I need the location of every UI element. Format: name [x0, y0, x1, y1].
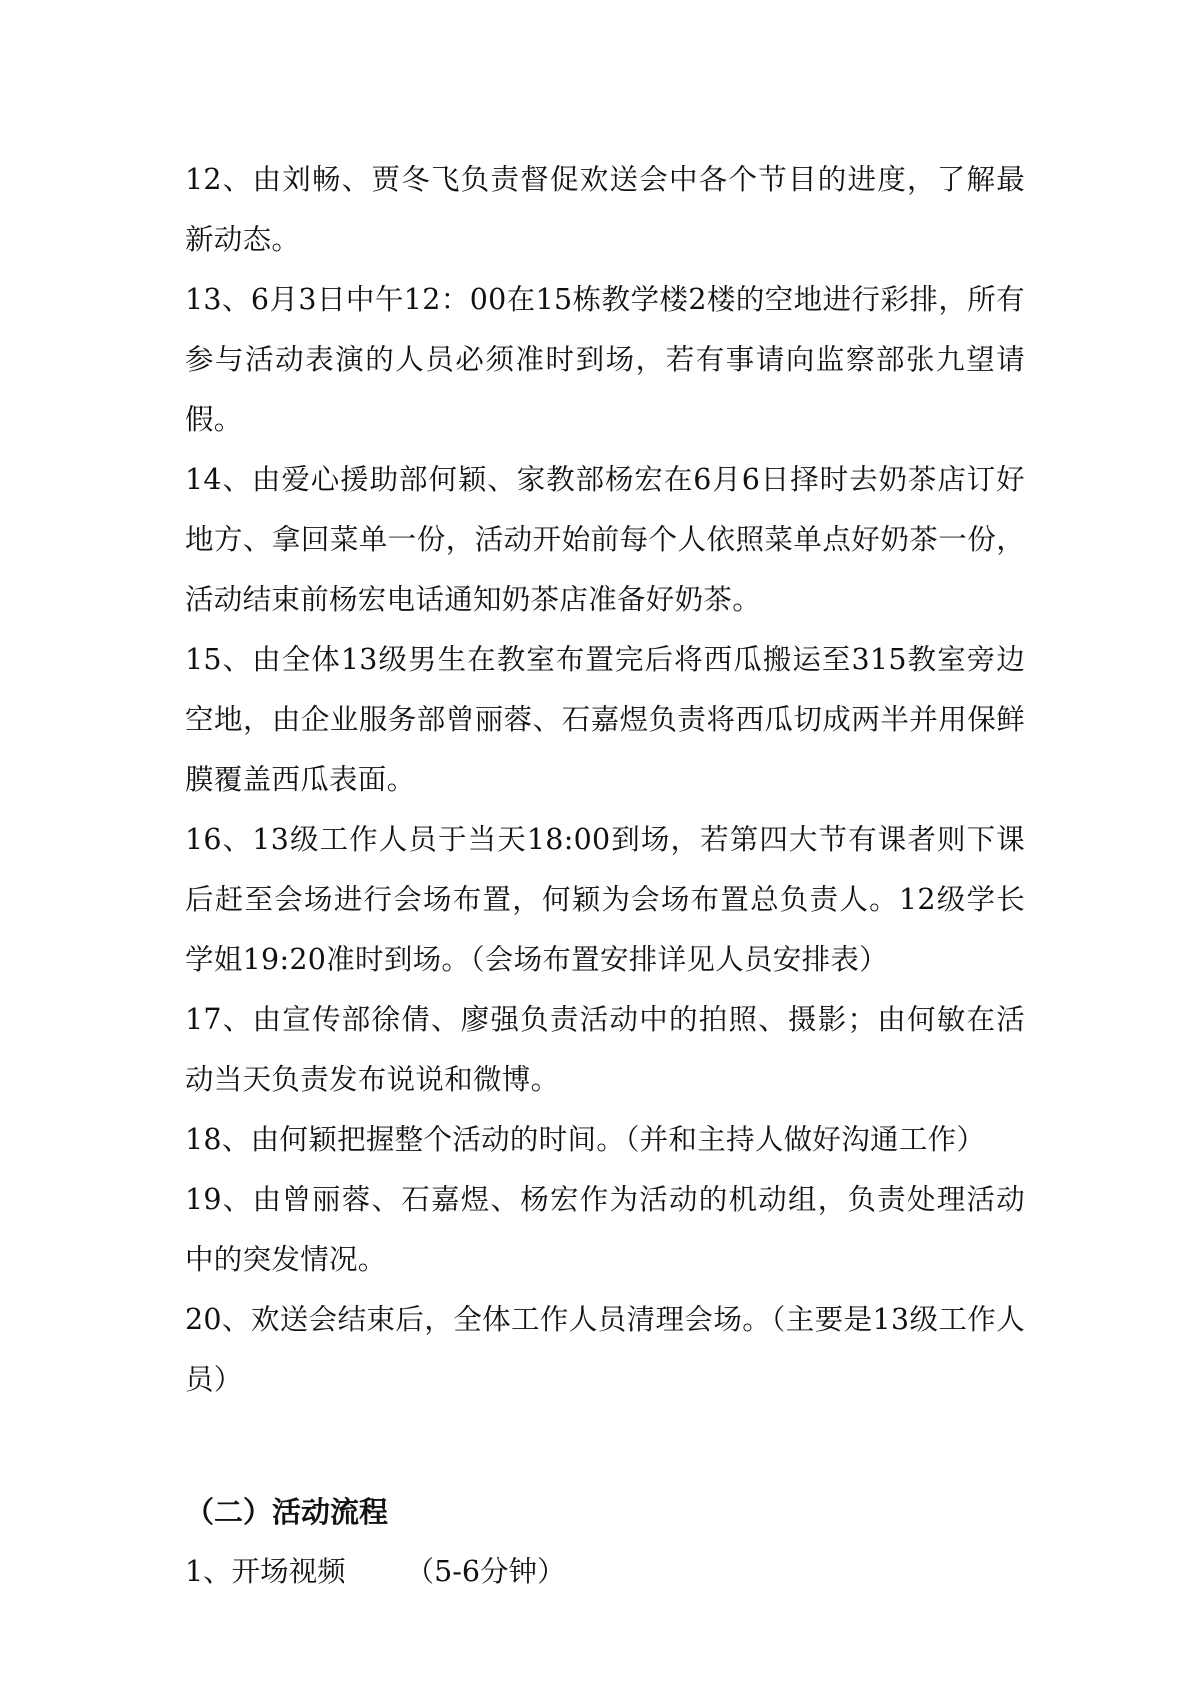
section-title: （二）活动流程 — [185, 1495, 389, 1529]
list-item-14: 14、由爱心援助部何颖、家教部杨宏在6月6日择时去奶茶店订好地方、拿回菜单一份，活动开始前每个人依照菜单点好奶茶一份，活动结束前杨宏电话通知奶茶店准备好奶茶。 — [185, 463, 1025, 616]
list-item-19: 19、由曾丽蓉、石嘉煜、杨宏作为活动的机动组，负责处理活动中的突发情况。 — [185, 1183, 1025, 1276]
list-item-17: 17、由宣传部徐倩、廖强负责活动中的拍照、摄影；由何敏在活动当天负责发布说说和微博。 — [185, 1003, 1025, 1096]
document-page — [185, 150, 1025, 1602]
list-item-16: 16、13级工作人员于当天18:00到场，若第四大节有课者则下课后赶至会场进行会场布置，何颖为会场布置总负责人。12级学长学姐19:20准时到场。（会场布置安排详见人员安排表） — [185, 823, 1025, 976]
flow-item-1 — [185, 1542, 1025, 1602]
list-item-18: 18、由何颖把握整个活动的时间。（并和主持人做好沟通工作） — [185, 1123, 986, 1156]
list-item-20: 20、欢送会结束后，全体工作人员清理会场。（主要是13级工作人员） — [185, 1303, 1025, 1396]
flow-item-label: 1、开场视频 — [185, 1555, 346, 1588]
list-item-12: 12、由刘畅、贾冬飞负责督促欢送会中各个节目的进度，了解最新动态。 — [185, 163, 1025, 256]
list-item-15: 15、由全体13级男生在教室布置完后将西瓜搬运至315教室旁边空地，由企业服务部曾丽蓉、石嘉煜负责将西瓜切成两半并用保鲜膜覆盖西瓜表面。 — [185, 643, 1025, 796]
flow-item-duration: （5-6分钟） — [405, 1555, 566, 1588]
list-item-13: 13、6月3日中午12：00在15栋教学楼2楼的空地进行彩排，所有参与活动表演的人员必须准时到场，若有事请向监察部张九望请假。 — [185, 283, 1025, 436]
